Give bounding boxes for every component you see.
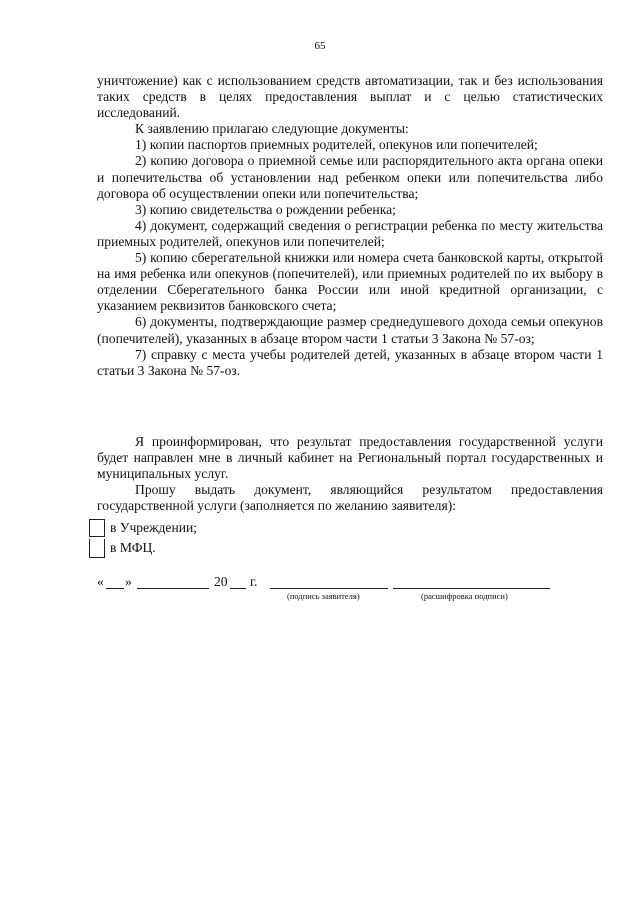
year-suffix: г. — [250, 574, 258, 589]
signature-decode-field[interactable] — [393, 588, 550, 589]
notice-section — [97, 434, 603, 514]
year-field[interactable] — [230, 588, 246, 589]
paragraph: уничтожение) как с использованием средств автоматизации, так и без использования таких средств в целях предоставления выплат и с целью статистических исследований. — [97, 73, 603, 121]
quote-open: « — [97, 574, 104, 589]
paragraph: 5) копию сберегательной книжки или номера счета банковской карты, открытой на имя ребенка или опекунов (попечителей), или приемных родителей по их выбору в отделении Сберегательного банка России или иной кредитной организации, с указанием реквизитов банковского счета; — [97, 250, 603, 314]
paragraph: 7) справку с места учебы родителей детей, указанных в абзаце втором части 1 статьи 3 Закона № 57-оз. — [97, 346, 603, 378]
paragraph: К заявлению прилагаю следующие документы: — [135, 121, 409, 137]
decode-caption: (расшифровка подписи) — [421, 591, 508, 601]
paragraph: 3) копию свидетельства о рождении ребенка; — [135, 201, 396, 217]
paragraph: 2) копию договора о приемной семье или распорядительного акта органа опеки и попечительства об установлении над ребенком опеки или попечительства либо договора об осуществлении опеки или попечительства; — [97, 153, 603, 201]
signature-caption: (подпись заявителя) — [287, 591, 360, 601]
signature-line — [97, 574, 617, 614]
option-institution-label: в Учреждении; — [110, 520, 198, 535]
page-number: 65 — [314, 40, 326, 52]
year-prefix: 20 — [214, 574, 228, 589]
month-field[interactable] — [137, 588, 209, 589]
option-mfc-label: в МФЦ. — [110, 540, 156, 555]
paragraph: 1) копии паспортов приемных родителей, опекунов или попечителей; — [135, 137, 538, 153]
signature-field[interactable] — [270, 588, 388, 589]
paragraph: Прошу выдать документ, являющийся результатом предоставления государственной услуги (заполняется по желанию заявителя): — [97, 482, 603, 514]
consent-and-documents-section — [97, 73, 603, 379]
paragraph: 6) документы, подтверждающие размер среднедушевого дохода семьи опекунов (попечителей), указанных в абзаце втором части 1 статьи 3 Закона № 57-оз; — [97, 314, 603, 346]
checkbox-mfc[interactable] — [89, 539, 105, 558]
paragraph: Я проинформирован, что результат предоставления государственной услуги будет направлен мне в личный кабинет на Региональный портал государственных и муниципальных услуг. — [97, 434, 603, 482]
day-field[interactable] — [106, 588, 124, 589]
quote-close: » — [125, 574, 132, 589]
checkbox-institution[interactable] — [89, 519, 105, 537]
paragraph: 4) документ, содержащий сведения о регистрации ребенка по месту жительства приемных родителей, опекунов или попечителей; — [97, 217, 603, 249]
